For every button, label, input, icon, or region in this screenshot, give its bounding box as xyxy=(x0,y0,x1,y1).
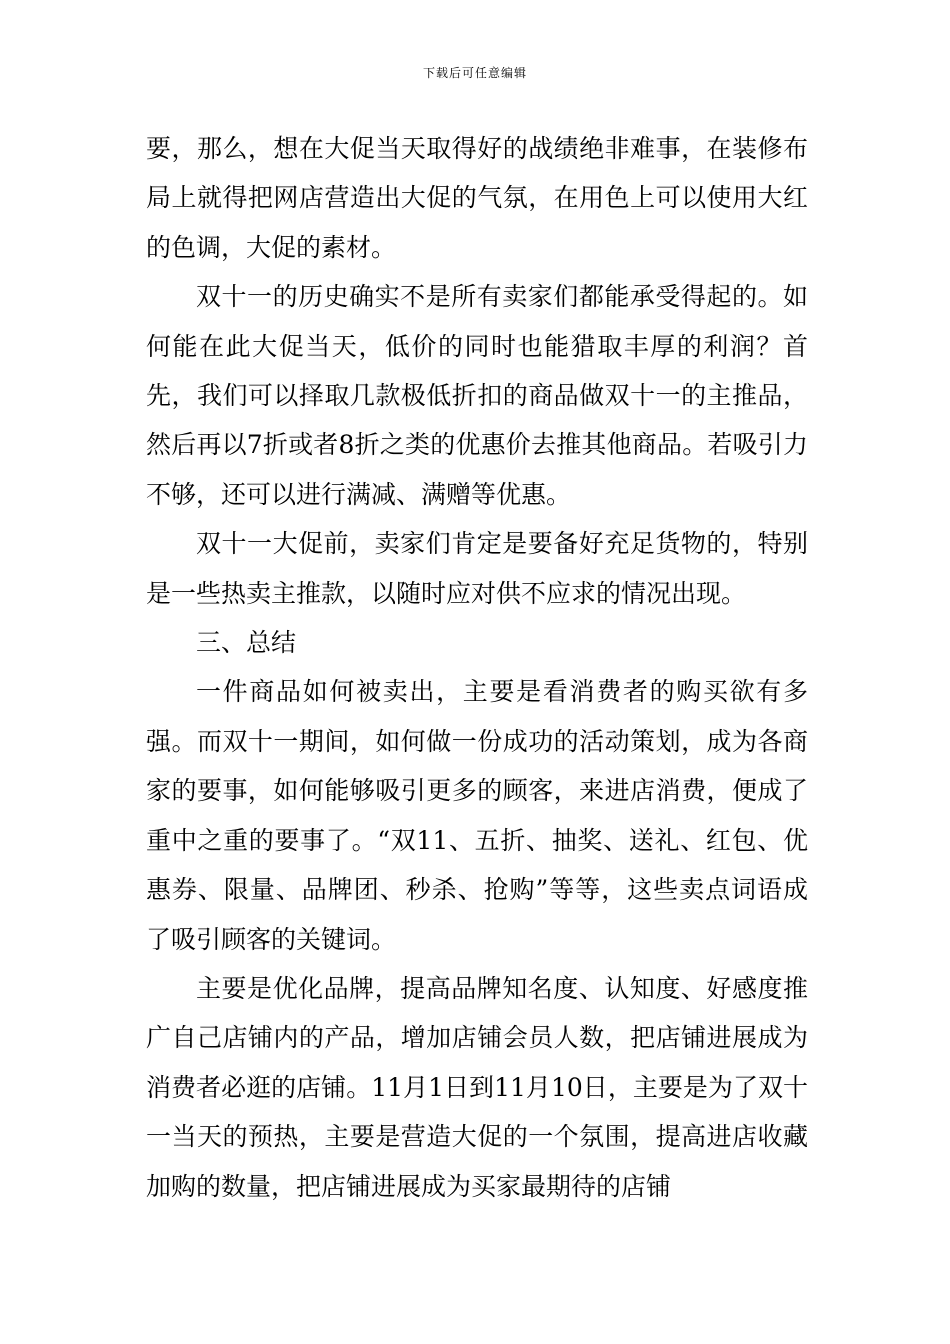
paragraph-2: 双十一的历史确实不是所有卖家们都能承受得起的。如何能在此大促当天，低价的同时也能猎取丰厚的利润？首先，我们可以择取几款极低折扣的商品做双十一的主推品，然后再以7折或者8折之类的优惠价去推其他商品。若吸引力不够，还可以进行满减、满赠等优惠。 xyxy=(146,282,808,509)
paragraph-3: 双十一大促前，卖家们肯定是要备好充足货物的，特别是一些热卖主推款，以随时应对供不应求的情况出现。 xyxy=(146,529,808,608)
paragraph-5: 主要是优化品牌，提高品牌知名度、认知度、好感度推广自己店铺内的产品，增加店铺会员人数，把店铺进展成为消费者必逛的店铺。11月1日到11月10日，主要是为了双十一当天的预热，主要是营造大促的一个氛围，提高进店收藏加购的数量，把店铺进展成为买家最期待的店铺 xyxy=(146,973,808,1201)
paragraph-4: 一件商品如何被卖出，主要是看消费者的购买欲有多强。而双十一期间，如何做一份成功的活动策划，成为各商家的要事，如何能够吸引更多的顾客，来进店消费，便成了重中之重的要事了。“双11、五折、抽奖、送礼、红包、优惠券、限量、品牌团、秒杀、抢购”等等，这些卖点词语成了吸引顾客的关键词。 xyxy=(146,677,808,954)
document-body xyxy=(146,124,808,1211)
paragraph-1: 要，那么，想在大促当天取得好的战绩绝非难事，在装修布局上就得把网店营造出大促的气氛，在用色上可以使用大红的色调，大促的素材。 xyxy=(146,134,808,262)
page-header: 下载后可任意编辑 xyxy=(422,66,527,80)
section-heading-summary: 三、总结 xyxy=(196,628,297,658)
